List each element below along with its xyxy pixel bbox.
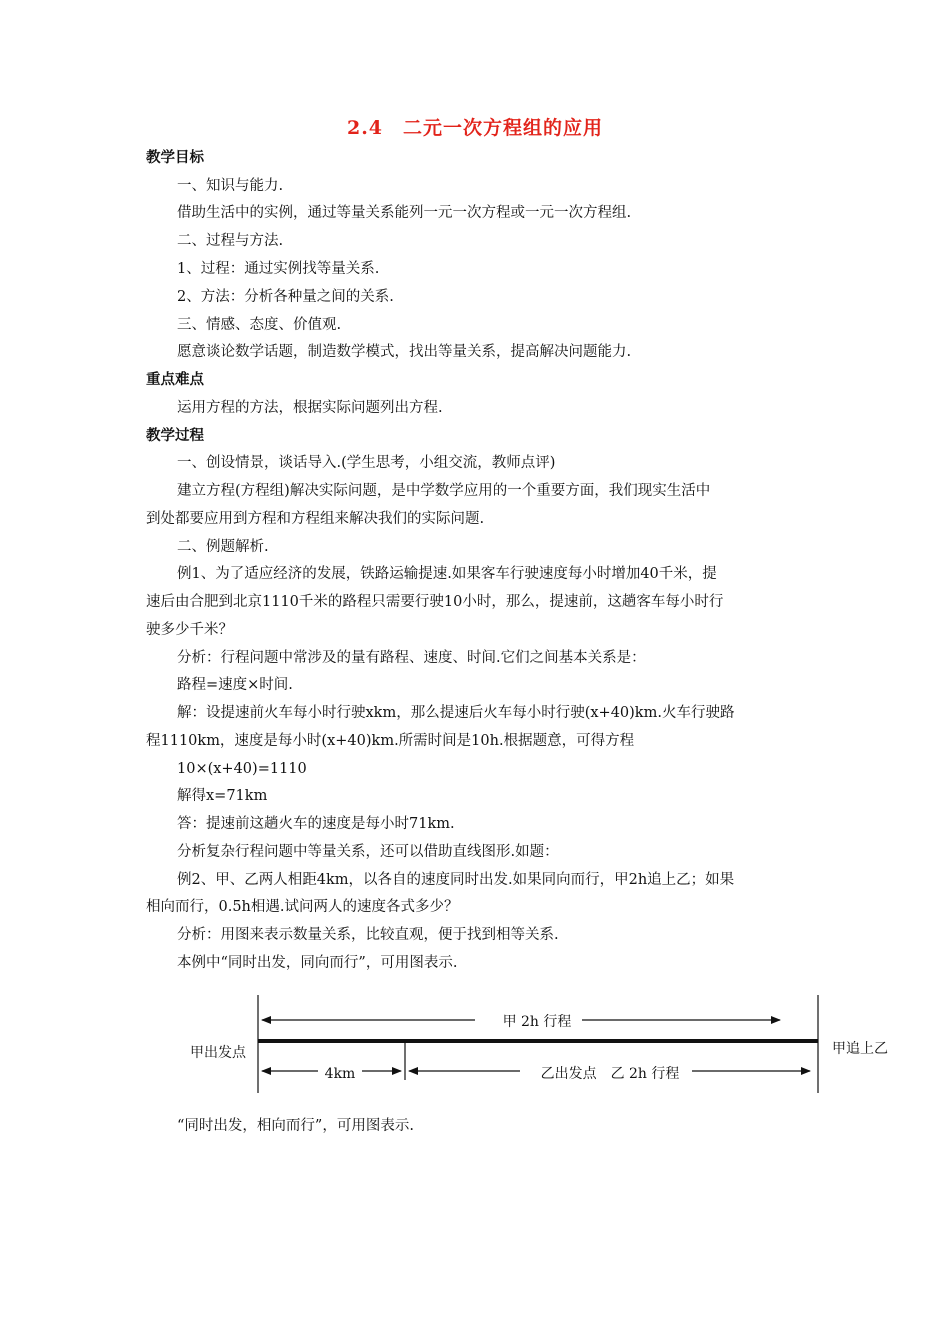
right-label: 甲追上乙 (832, 1041, 888, 1057)
paragraph: 2、方法：分析各种量之间的关系. (177, 289, 394, 305)
paragraph: 二、例题解析. (177, 539, 269, 555)
paragraph: 速后由合肥到北京1110千米的路程只需要行驶10小时，那么，提速前，这趟客车每小时行 (146, 594, 724, 610)
section-heading-focus: 重点难点 (146, 372, 204, 388)
page-title: 2.4 二元一次方程组的应用 (346, 117, 604, 139)
top-label: 甲 2h 行程 (502, 1014, 572, 1030)
left-label: 甲出发点 (190, 1045, 246, 1061)
section-heading-process: 教学过程 (146, 428, 204, 444)
paragraph: 二、过程与方法. (177, 233, 284, 249)
paragraph: 一、知识与能力. (177, 178, 284, 194)
paragraph: 三、情感、态度、价值观. (177, 317, 342, 333)
paragraph: 程1110km，速度是每小时(x+40)km.所需时间是10h.根据题意，可得方程 (146, 733, 635, 749)
paragraph: 本例中“同时出发，同向而行”，可用图表示. (177, 955, 458, 971)
paragraph: 路程=速度×时间. (177, 677, 293, 693)
paragraph: 例2、甲、乙两人相距4km，以各自的速度同时出发.如果同向而行，甲2h追上乙；如果 (177, 872, 735, 888)
paragraph: 驶多少千米？ (146, 622, 233, 638)
paragraph: 分析：用图来表示数量关系，比较直观，便于找到相等关系. (177, 927, 559, 943)
mid-label: 乙出发点 乙 2h 行程 (540, 1066, 680, 1082)
paragraph: 例1、为了适应经济的发展，铁路运输提速.如果客车行驶速度每小时增加40千米，提 (177, 566, 717, 582)
paragraph: “同时出发，相向而行”，可用图表示. (177, 1118, 414, 1134)
paragraph: 建立方程(方程组)解决实际问题，是中学数学应用的一个重要方面，我们现实生活中 (177, 483, 711, 499)
equation: 10×(x+40)=1110 (177, 761, 307, 777)
paragraph: 到处都要应用到方程和方程组来解决我们的实际问题. (146, 511, 485, 527)
dist-label: 4km (324, 1066, 356, 1082)
paragraph: 运用方程的方法，根据实际问题列出方程. (177, 400, 443, 416)
paragraph: 解得x=71km (177, 788, 268, 804)
paragraph: 分析复杂行程问题中等量关系，还可以借助直线图形.如题： (177, 844, 559, 860)
paragraph: 1、过程：通过实例找等量关系. (177, 261, 380, 277)
paragraph: 分析：行程问题中常涉及的量有路程、速度、时间.它们之间基本关系是： (177, 650, 646, 666)
paragraph: 愿意谈论数学话题，制造数学模式，找出等量关系，提高解决问题能力. (177, 344, 632, 360)
section-heading-goals: 教学目标 (146, 150, 204, 166)
paragraph: 相向而行，0.5h相遇.试问两人的速度各式多少？ (146, 899, 459, 915)
paragraph: 借助生活中的实例，通过等量关系能列一元一次方程或一元一次方程组. (177, 205, 632, 221)
motion-diagram (0, 985, 950, 1105)
paragraph: 解：设提速前火车每小时行驶xkm，那么提速后火车每小时行驶(x+40)km.火车行驶路 (177, 705, 735, 721)
paragraph: 一、创设情景，谈话导入.(学生思考，小组交流，教师点评) (177, 455, 556, 471)
paragraph: 答：提速前这趟火车的速度是每小时71km. (177, 816, 455, 832)
